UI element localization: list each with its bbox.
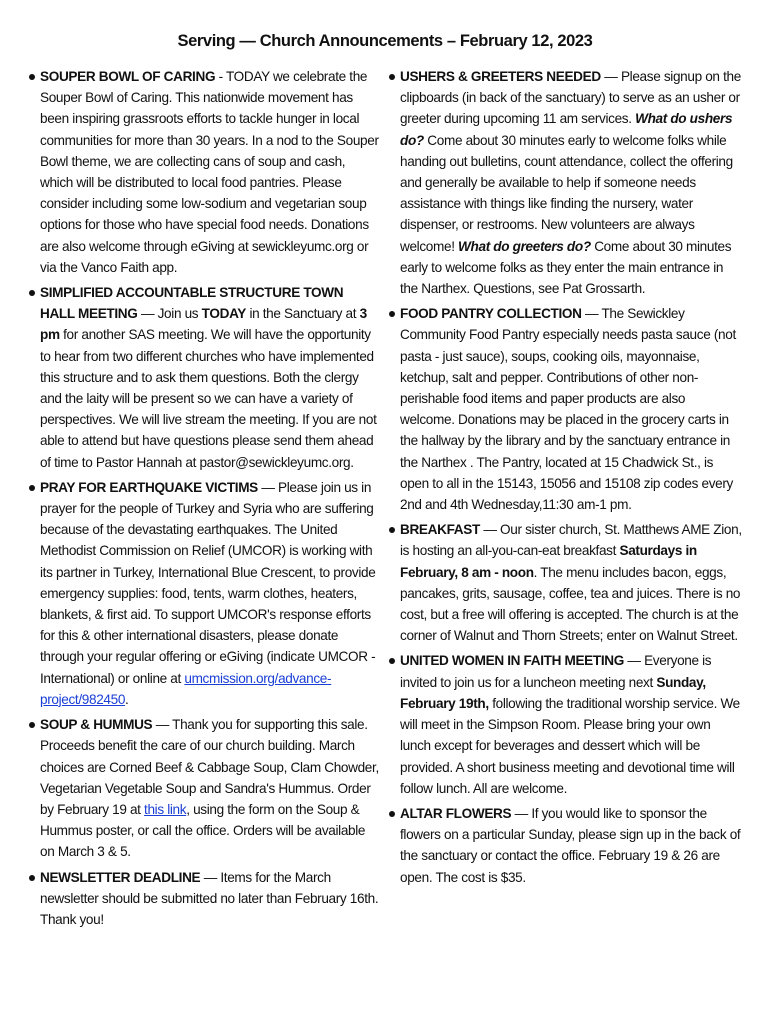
announcement-heading: USHERS & GREETERS NEEDED (400, 69, 601, 84)
announcement-altar-flowers (388, 803, 742, 888)
announcement-ushers-greeters (388, 66, 742, 299)
soup-order-link[interactable]: this link (144, 801, 187, 817)
announcement-text: for another SAS meeting. We will have the opportunity to hear from two different churches who have implemented this structure and to ask them questions. Both the clergy and the laity will be present so we can have a variety of perspectives. We will live stream the meeting. If you are not able to attend but have questions please send them ahead of time to Pastor Hannah at pastor@sewickleyumc.org. (40, 327, 377, 470)
announcement-text: — Join us (137, 306, 202, 322)
announcement-emphasis: TODAY (201, 306, 247, 322)
announcement-united-women-in-faith (388, 650, 742, 798)
announcement-question: What do greeters do? (458, 238, 591, 254)
announcement-text: . The menu includes bacon, eggs, pancakes, grits, sausage, coffee, tea and juices. There is no cost, but a free will offering is accepted. The church is at the corner of Walnut and Thorn Streets; enter on Walnut Street. (400, 564, 741, 644)
announcement-heading: SOUP & HUMMUS (40, 717, 153, 733)
announcement-heading: SIMPLIFIED ACCOUNTABLE STRUCTURE TOWN HALL MEETING (40, 285, 344, 322)
announcement-heading: BREAKFAST (400, 522, 480, 538)
right-column (388, 66, 742, 892)
announcement-heading: UNITED WOMEN IN FAITH MEETING (400, 653, 624, 669)
announcement-text: , using the form on the Soup & Hummus poster, or call the office. Orders will be available on March 3 & 5. (40, 801, 366, 860)
announcement-body: — The Sewickley Community Food Pantry especially needs pasta sauce (not pasta - just sauce), soups, cooking oils, mayonnaise, ketchup, salt and pepper. Contributions of other non-perishable food items and paper products are also welcome. Donations may be placed in the grocery carts in the hallway by the library and by the sanctuary entrance in the Narthex . The Pantry, located at 15 Chadwick St., is open to all in the 15143, 15056 and 15108 zip codes every 2nd and 4th Wednesday,11:30 am-1 pm. (400, 306, 736, 513)
announcement-food-pantry (388, 303, 742, 515)
announcement-sas-town-hall (28, 282, 380, 473)
announcement-text: — Everyone is invited to join us for a luncheon meeting next (400, 653, 712, 690)
announcement-question: What do ushers do? (400, 111, 733, 148)
announcement-soup-hummus (28, 714, 380, 862)
announcement-text: — Thank you for supporting this sale. Proceeds benefit the care of our church building. March choices are Corned Beef & Cabbage Soup, Clam Chowder, Vegetarian Vegetable Soup and Sandra's Hummus. Order by February 19 at (40, 717, 379, 817)
announcement-body: — Please join us in prayer for the people of Turkey and Syria who are suffering because of the devastating earthquakes. The United Methodist Commission on Relief (UMCOR) is working with its partner in Turkey, International Blue Crescent, to provide emergency supplies: food, tents, warm clothes, heaters, blankets, & first aid. To support UMCOR's response efforts for this & other international disasters, please donate through your regular offering or eGiving (indicate UMCOR - International) or online at (40, 479, 376, 686)
umcor-donation-link[interactable]: umcmission.org/advance-project/982450 (40, 670, 332, 707)
announcement-souper-bowl (28, 66, 380, 278)
announcement-text: . (125, 691, 129, 707)
announcement-heading: FOOD PANTRY COLLECTION (400, 306, 582, 322)
announcement-heading: NEWSLETTER DEADLINE (40, 869, 201, 885)
announcement-heading: PRAY FOR EARTHQUAKE VICTIMS (40, 479, 258, 495)
announcement-newsletter-deadline (28, 867, 380, 931)
announcement-heading: SOUPER BOWL OF CARING (40, 69, 216, 84)
announcement-text: — Please signup on the clipboards (in back of the sanctuary) to serve as an usher or greeter during upcoming 11 am services. (400, 69, 741, 127)
announcement-body: — Items for the March newsletter should be submitted no later than February 16th. Thank you! (40, 869, 379, 927)
announcement-text: Come about 30 minutes early to welcome folks while handing out bulletins, count attendance, collect the offering and generally be available to help if someone needs assistance with things like finding the nursery, water dispenser, or restrooms. New volunteers are always welcome! (400, 132, 733, 254)
announcement-breakfast (388, 519, 742, 646)
announcement-text: following the traditional worship service. We will meet in the Simpson Room. Please bring your own lunch except for beverages and dessert which will be provided. A short business meeting and devotional time will follow lunch. All are welcome. (400, 695, 740, 796)
announcement-text: in the Sanctuary at (246, 306, 360, 322)
announcement-emphasis: Saturdays in February, 8 am - noon (400, 543, 697, 580)
announcement-text: Come about 30 minutes early to welcome folks as they enter the main entrance in the Narthex. Questions, see Pat Grossarth. (400, 238, 732, 297)
announcement-emphasis: Sunday, February 19th, (400, 674, 706, 711)
left-column (28, 66, 380, 934)
page-title: Serving — Church Announcements – February 12, 2023 (177, 32, 593, 50)
announcement-emphasis: 3 pm (40, 306, 367, 343)
announcement-text: — Our sister church, St. Matthews AME Zion, is hosting an all-you-can-eat breakfast (400, 522, 742, 559)
announcement-body: - TODAY we celebrate the Souper Bowl of Caring. This nationwide movement has been inspiring grassroots efforts to tackle hunger in local communities for more than 30 years. In a nod to the Souper Bowl theme, we are collecting cans of soup and cash, which will be distributed to local food pantries. Please consider including some low-sodium and vegetarian soup options for those who have special food needs. Donations are also welcome through eGiving at sewickleyumc.org or via the Vanco Faith app. (40, 69, 379, 275)
announcement-body: — If you would like to sponsor the flowers on a particular Sunday, please sign up in the back of the sanctuary or contact the office. February 19 & 26 are open. The cost is $35. (400, 805, 741, 885)
announcement-earthquake-prayer (28, 477, 380, 710)
announcement-heading: ALTAR FLOWERS (400, 805, 512, 821)
